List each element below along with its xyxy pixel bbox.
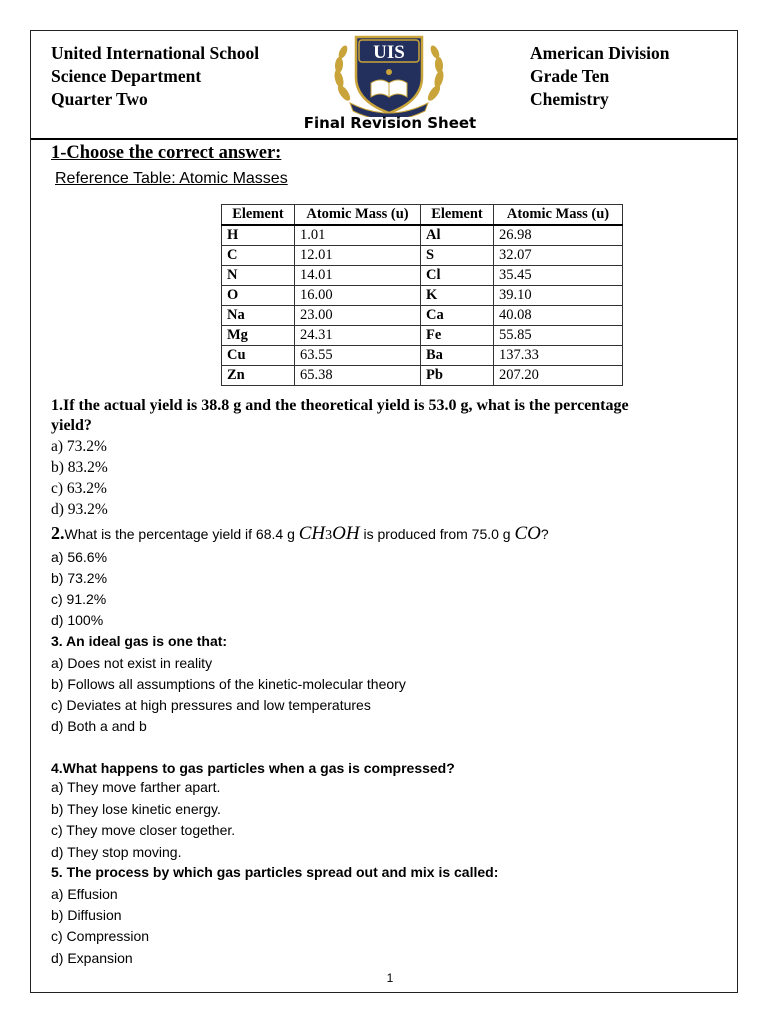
column-header: Element (421, 205, 494, 226)
question-1-option-c: c) 63.2% (51, 480, 107, 497)
question-5-option-b: b) Diffusion (51, 907, 122, 923)
formula-part: CH (298, 523, 326, 544)
question-5-option-c: c) Compression (51, 928, 150, 944)
element-cell: Cu (222, 346, 295, 366)
document-title: Final Revision Sheet (303, 114, 477, 132)
column-header: Atomic Mass (u) (494, 205, 623, 226)
element-cell: S (421, 246, 494, 266)
question-4-option-a: a) They move farther apart. (51, 779, 221, 795)
question-3-option-b: b) Follows all assumptions of the kinetic-molecular theory (51, 676, 406, 692)
table-row (222, 366, 623, 386)
page-number: 1 (386, 971, 394, 985)
mass-cell: 16.00 (295, 286, 421, 306)
header-divider (31, 138, 737, 140)
question-3-text: 3. An ideal gas is one that: (51, 633, 228, 649)
table-row (222, 225, 623, 246)
question-5-text: 5. The process by which gas particles spread out and mix is called: (51, 864, 499, 880)
question-1-option-b: b) 83.2% (51, 459, 108, 476)
reference-table-title: Reference Table: Atomic Masses (55, 170, 288, 187)
table-header-row (222, 205, 623, 226)
mass-cell: 26.98 (494, 225, 623, 246)
question-2-option-b: b) 73.2% (51, 570, 108, 586)
element-cell: Mg (222, 326, 295, 346)
mass-cell: 207.20 (494, 366, 623, 386)
element-cell: Zn (222, 366, 295, 386)
question-2-text-part: What is the percentage yield if 68.4 g (64, 526, 299, 542)
question-2-text (51, 523, 549, 545)
question-2-number: 2. (51, 523, 65, 543)
element-cell: Al (421, 225, 494, 246)
question-4-option-b: b) They lose kinetic energy. (51, 801, 221, 817)
table-row (222, 286, 623, 306)
formula-carbon-monoxide: CO (514, 523, 541, 544)
school-info (51, 42, 259, 111)
element-cell: Pb (421, 366, 494, 386)
table-row (222, 266, 623, 286)
element-cell: Ca (421, 306, 494, 326)
subject: Chemistry (530, 89, 609, 109)
element-cell: Fe (421, 326, 494, 346)
question-3-option-d: d) Both a and b (51, 718, 147, 734)
question-2-text-part: ? (540, 526, 549, 542)
school-name: United International School (51, 43, 260, 63)
mass-cell: 12.01 (295, 246, 421, 266)
column-header: Element (222, 205, 295, 226)
element-cell: O (222, 286, 295, 306)
element-cell: H (222, 225, 295, 246)
question-2-text-part: is produced from 75.0 g (359, 526, 515, 542)
question-5-option-a: a) Effusion (51, 886, 118, 902)
atomic-masses-table (221, 204, 623, 386)
table-row (222, 306, 623, 326)
question-2-option-a: a) 56.6% (51, 549, 108, 565)
division-info (530, 42, 670, 111)
mass-cell: 39.10 (494, 286, 623, 306)
mass-cell: 137.33 (494, 346, 623, 366)
laurel-right (426, 44, 446, 102)
question-5-option-d: d) Expansion (51, 950, 133, 966)
question-2-option-c: c) 91.2% (51, 591, 107, 607)
section-title: 1-Choose the correct answer: (51, 143, 282, 163)
grade: Grade Ten (530, 66, 610, 86)
quarter: Quarter Two (51, 89, 148, 109)
question-1-option-a: a) 73.2% (51, 438, 107, 455)
question-1-option-d: d) 93.2% (51, 501, 108, 518)
question-2-option-d: d) 100% (51, 612, 104, 628)
formula-part: OH (332, 523, 360, 544)
question-1-text: 1.If the actual yield is 38.8 g and the theoretical yield is 53.0 g, what is the percentage (51, 397, 629, 414)
formula-methanol (299, 523, 360, 544)
question-4-option-c: c) They move closer together. (51, 822, 236, 838)
element-cell: Ba (421, 346, 494, 366)
mass-cell: 24.31 (295, 326, 421, 346)
table-row (222, 326, 623, 346)
formula-subscript: 3 (325, 528, 333, 543)
column-header: Atomic Mass (u) (295, 205, 421, 226)
division: American Division (530, 43, 670, 63)
question-1-text-continued: yield? (51, 417, 92, 434)
mass-cell: 55.85 (494, 326, 623, 346)
question-3-option-c: c) Deviates at high pressures and low temperatures (51, 697, 371, 713)
mass-cell: 63.55 (295, 346, 421, 366)
mass-cell: 35.45 (494, 266, 623, 286)
mass-cell: 23.00 (295, 306, 421, 326)
element-cell: C (222, 246, 295, 266)
table-row (222, 246, 623, 266)
laurel-left (333, 44, 353, 102)
table-row (222, 346, 623, 366)
mass-cell: 32.07 (494, 246, 623, 266)
department: Science Department (51, 66, 202, 86)
element-cell: K (421, 286, 494, 306)
school-logo (330, 33, 448, 117)
element-cell: Cl (421, 266, 494, 286)
question-4-text: 4.What happens to gas particles when a gas is compressed? (51, 760, 455, 776)
mass-cell: 65.38 (295, 366, 421, 386)
mass-cell: 14.01 (295, 266, 421, 286)
logo-text: UIS (373, 42, 405, 63)
mass-cell: 1.01 (295, 225, 421, 246)
mass-cell: 40.08 (494, 306, 623, 326)
element-cell: Na (222, 306, 295, 326)
question-3-option-a: a) Does not exist in reality (51, 655, 213, 671)
element-cell: N (222, 266, 295, 286)
question-4-option-d: d) They stop moving. (51, 844, 182, 860)
